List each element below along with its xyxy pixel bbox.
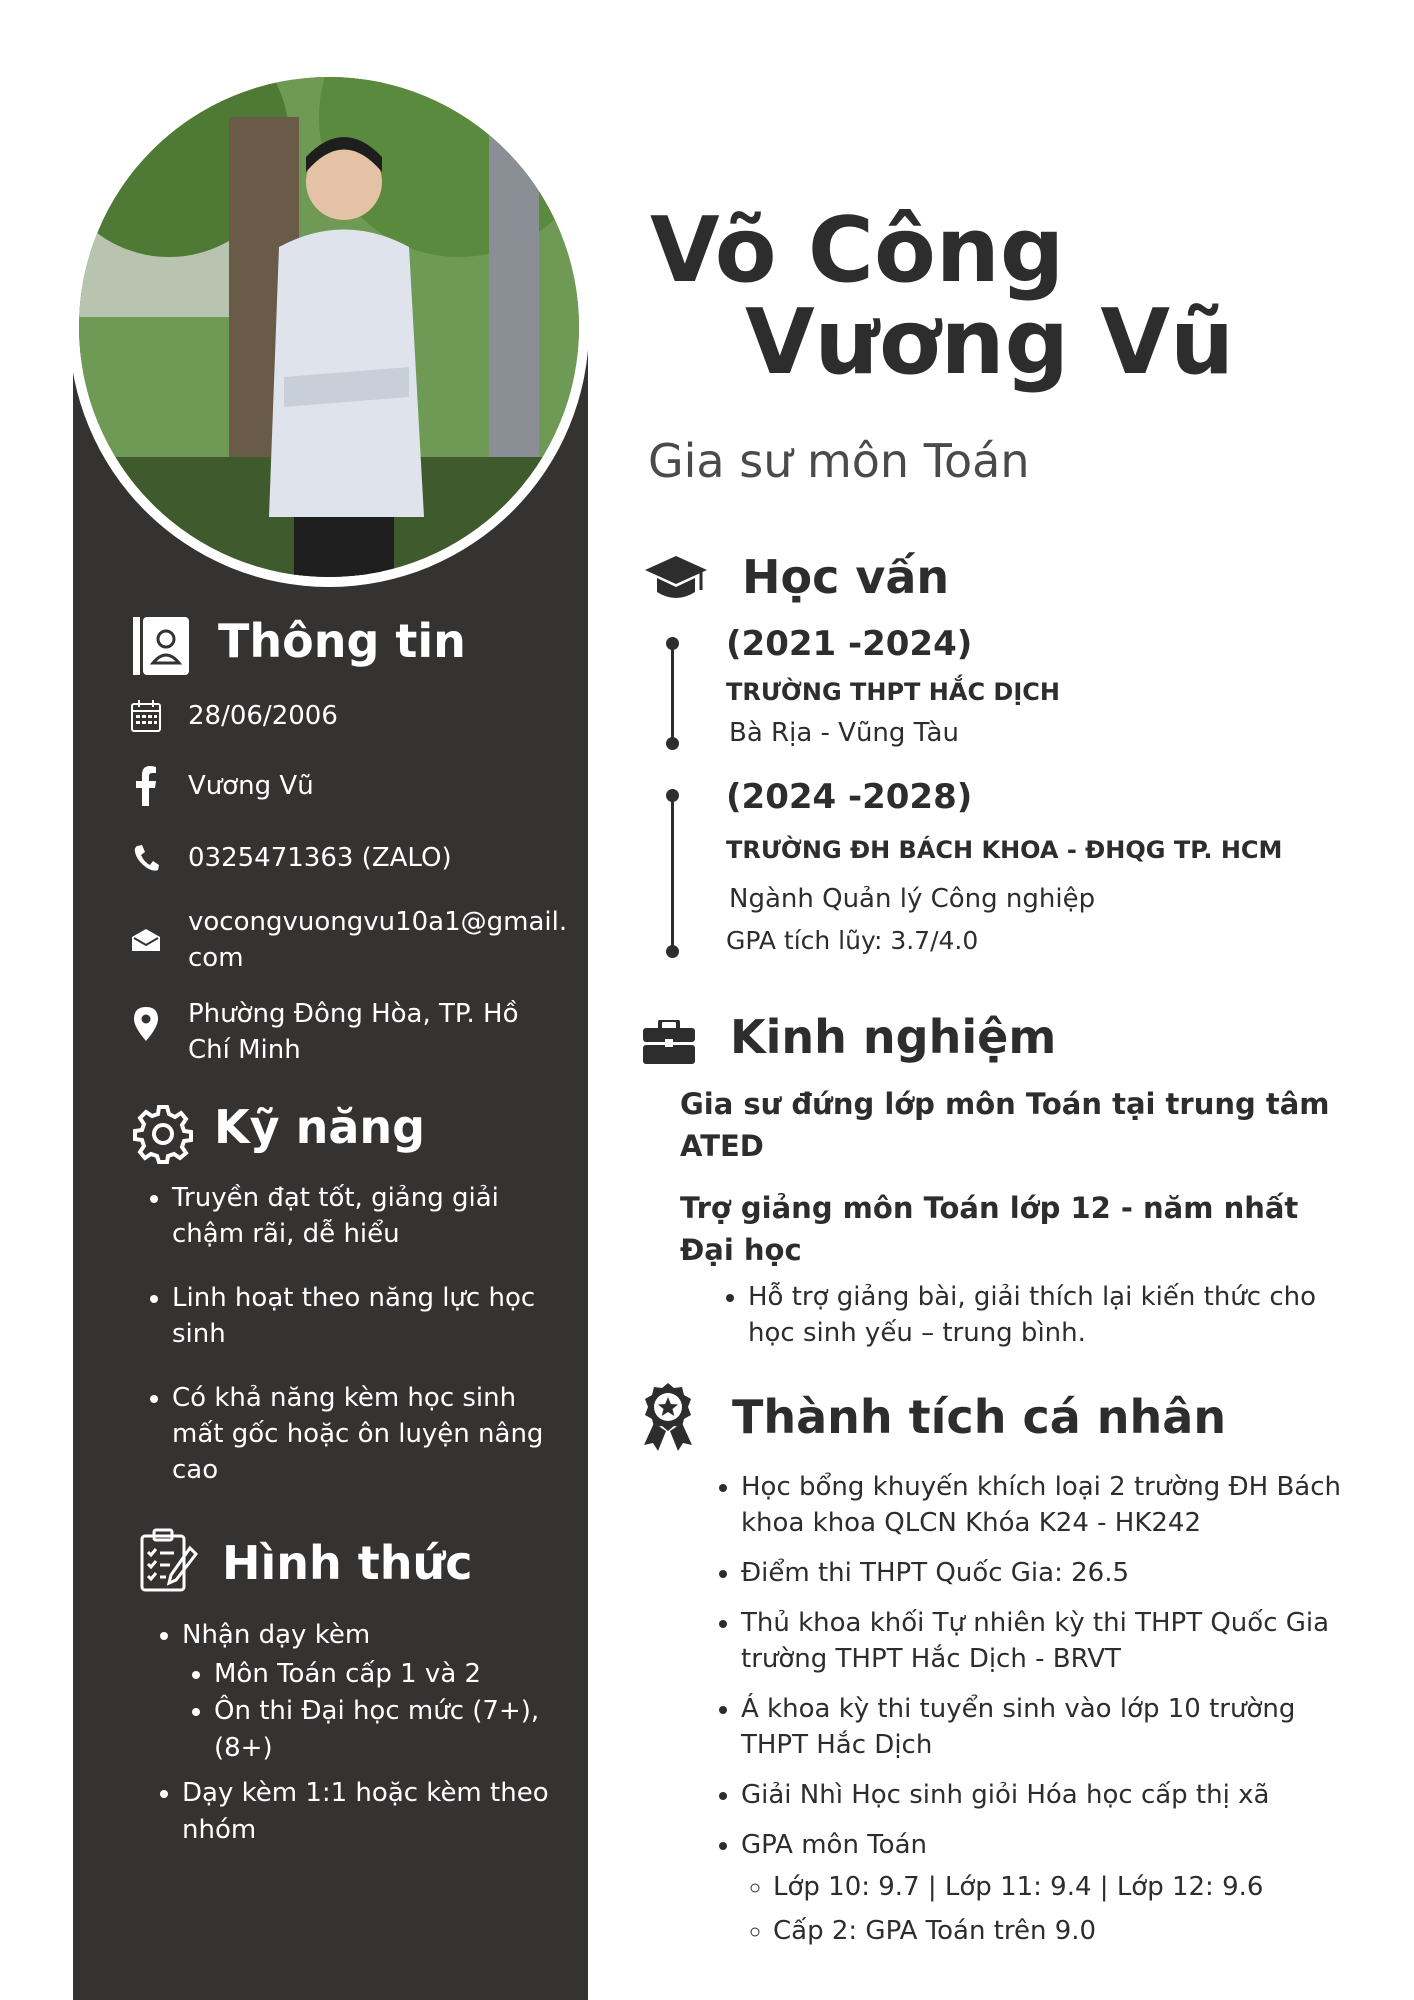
education-school: TRƯỜNG THPT HẮC DỊCH [726,678,1060,706]
format-sublist [182,1656,602,1767]
gpa-sublist [741,1869,1341,1949]
list-item: • Hỗ trợ giảng bài, giải thích lại kiến thức cho học sinh yếu – trung bình. [748,1279,1358,1351]
list-item: • Môn Toán cấp 1 và 2 [214,1656,602,1693]
address-text: Phường Đông Hòa, TP. Hồ Chí Minh [188,999,519,1065]
email-icon [130,922,162,958]
phone-text[interactable]: 0325471363 (ZALO) [188,843,452,873]
info-facebook [130,768,570,804]
format-item-tutoring: Nhận dạy kèm [182,1620,371,1650]
name-line-2: Vương Vũ [745,290,1235,395]
clipboard-checklist-icon [140,1528,198,1592]
graduation-cap-icon [645,556,707,602]
briefcase-icon [643,1020,695,1064]
location-pin-icon [130,1006,162,1042]
phone-icon [130,840,162,876]
list-item: • Ôn thi Đại học mức (7+), (8+) [214,1693,602,1767]
achievements-list [709,1469,1341,1963]
name-line-1: Võ Công [650,198,1065,303]
facebook-icon [130,768,162,804]
experience-section-title: Kinh nghiệm [730,1010,1057,1064]
info-email [130,904,570,976]
full-name [650,198,1235,395]
education-section-title: Học vấn [742,550,950,604]
timeline-dot [666,637,679,650]
list-item: ◦ Cấp 2: GPA Toán trên 9.0 [773,1913,1341,1949]
timeline-dot [666,789,679,802]
education-years: (2021 -2024) [726,624,973,664]
list-item: • Học bổng khuyến khích loại 2 trường ĐH Bách khoa khoa QLCN Khóa K24 - HK242 [741,1469,1341,1541]
list-item: • Thủ khoa khối Tự nhiên kỳ thi THPT Quốc Gia trường THPT Hắc Dịch - BRVT [741,1605,1341,1677]
email-text[interactable]: vocongvuongvu10a1@gmail. com [188,907,568,973]
experience-job-1: Gia sư đứng lớp môn Toán tại trung tâm ATED [680,1087,1330,1163]
education-school: TRƯỜNG ĐH BÁCH KHOA - ĐHQG TP. HCM [726,836,1283,864]
experience-job-2: Trợ giảng môn Toán lớp 12 - năm nhất Đại học [680,1191,1299,1267]
list-item: • Giải Nhì Học sinh giỏi Hóa học cấp thị xã [741,1777,1341,1813]
contact-card-icon [133,617,189,675]
timeline-line [671,644,674,744]
list-item [182,1617,602,1767]
timeline-dot [666,945,679,958]
list-item: • Truyền đạt tốt, giảng giải chậm rãi, dễ hiểu [172,1180,572,1252]
education-years: (2024 -2028) [726,777,973,817]
list-item: • Có khả năng kèm học sinh mất gốc hoặc ôn luyện nâng cao [172,1380,572,1488]
timeline-line [671,796,674,952]
experience-detail-list [716,1279,1358,1365]
timeline-dot [666,737,679,750]
info-section-title: Thông tin [218,614,466,668]
education-location: Bà Rịa - Vũng Tàu [729,718,959,748]
list-item [741,1827,1341,1949]
birthday-text: 28/06/2006 [188,701,338,731]
award-badge-icon [640,1383,696,1451]
job-title: Gia sư môn Toán [648,434,1030,488]
list-item: • Linh hoạt theo năng lực học sinh [172,1280,572,1352]
facebook-text[interactable]: Vương Vũ [188,771,314,801]
achievements-section-title: Thành tích cá nhân [732,1390,1227,1444]
gpa-heading: GPA môn Toán [741,1830,927,1860]
calendar-icon [130,698,162,734]
profile-photo [79,77,579,577]
format-section-title: Hình thức [222,1536,473,1590]
list-item: • Á khoa kỳ thi tuyển sinh vào lớp 10 trường THPT Hắc Dịch [741,1691,1341,1763]
gear-icon [133,1104,193,1164]
list-item: • Dạy kèm 1:1 hoặc kèm theo nhóm [182,1775,602,1849]
skills-list [140,1180,572,1516]
skills-section-title: Kỹ năng [214,1100,426,1154]
info-address [130,996,570,1068]
education-major: Ngành Quản lý Công nghiệp [729,884,1096,914]
info-birthday [130,698,570,734]
list-item: • Điểm thi THPT Quốc Gia: 26.5 [741,1555,1341,1591]
education-gpa: GPA tích lũy: 3.7/4.0 [726,926,979,955]
info-phone [130,840,570,876]
format-list [150,1617,602,1877]
list-item: ◦ Lớp 10: 9.7 | Lớp 11: 9.4 | Lớp 12: 9.6 [773,1869,1341,1905]
